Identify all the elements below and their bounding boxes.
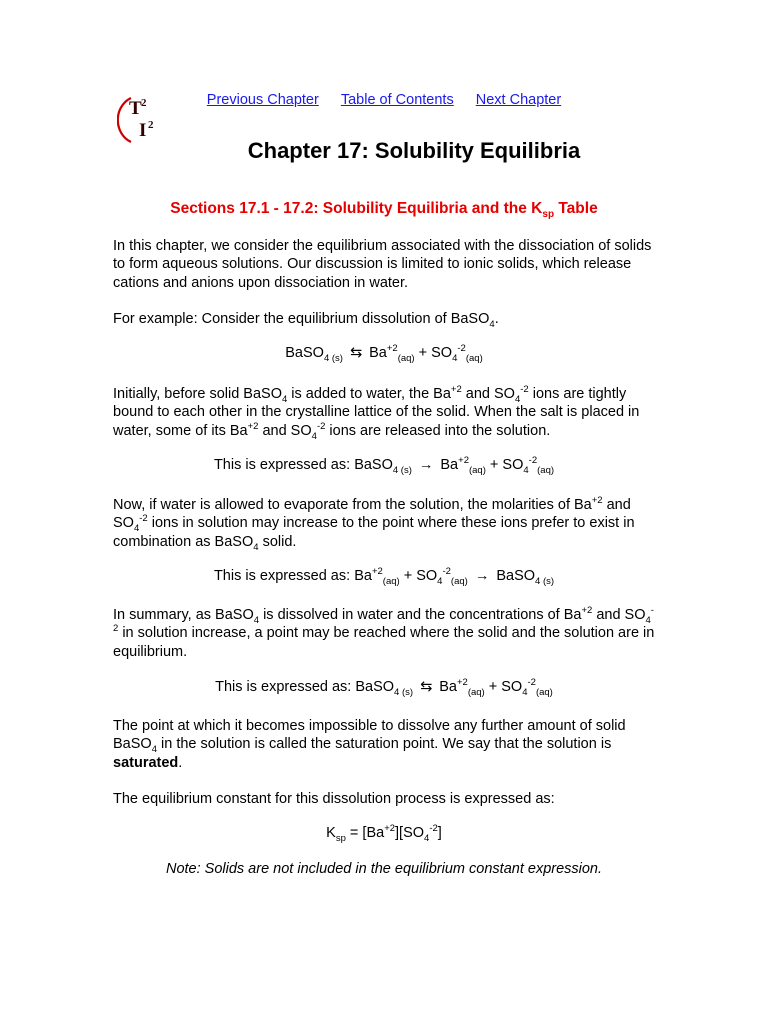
charge-superscript: +2 xyxy=(384,823,396,835)
subscript: 4 xyxy=(645,614,651,626)
reaction-arrow-icon: → xyxy=(474,568,490,584)
subscript: 4 xyxy=(323,352,330,364)
subscript: 4 xyxy=(394,686,400,698)
equilibrium-arrow-icon: ⇆ xyxy=(420,679,433,695)
charge-superscript: -2 xyxy=(520,384,529,396)
dissociation-equation xyxy=(0,455,768,476)
intro-paragraph: In this chapter, we consider the equilibrium associated with the dissociation of solids to form aqueous solutions. Our discussion is limited to ionic solids, which release cations and anions upon dissociation in water. xyxy=(113,238,652,291)
previous-chapter-link[interactable]: Previous Chapter xyxy=(206,92,319,108)
example-text: For example: Consider the equilibrium dissolution of BaSO xyxy=(113,311,490,327)
state-subscript: (aq) xyxy=(465,352,483,364)
charge-superscript: -2 xyxy=(429,823,438,835)
text: ions are tightly bound to each other in the crystalline lattice of the solid. When the salt is placed in water, some of its Ba xyxy=(113,386,640,439)
formula-text: ][SO xyxy=(395,825,425,841)
state-subscript: (s) xyxy=(399,686,414,698)
text: The point at which it becomes impossible to dissolve any further amount of solid BaSO xyxy=(113,718,626,753)
precipitation-equation xyxy=(0,566,768,587)
formula-text: + SO xyxy=(484,679,523,695)
formula-text: + SO xyxy=(414,345,453,361)
subscript: 4 xyxy=(535,575,541,587)
chapter-navigation xyxy=(0,92,768,108)
subscript: 4 xyxy=(489,318,495,330)
subscript: 4 xyxy=(151,744,157,756)
logo-top-letter: T xyxy=(129,98,142,119)
summary-paragraph xyxy=(113,606,658,661)
subscript: 4 xyxy=(392,464,399,476)
text: is added to water, the Ba xyxy=(287,386,451,402)
table-of-contents-link[interactable]: Table of Contents xyxy=(340,92,454,108)
section-title-suffix: Table xyxy=(554,200,598,217)
subscript: 4 xyxy=(523,464,529,476)
formula-text: ] xyxy=(437,825,442,841)
saturated-term: saturated xyxy=(113,754,179,771)
subscript: 4 xyxy=(253,614,260,626)
formula-text: BaSO xyxy=(354,457,393,473)
section-title-text: Sections 17.1 - 17.2: Solubility Equilibria and the K xyxy=(170,200,543,217)
formula-text: Ba xyxy=(369,345,387,361)
formula-text: Ba xyxy=(439,679,457,695)
state-subscript: (aq) xyxy=(535,686,553,698)
charge-superscript: -2 xyxy=(139,513,148,525)
chapter-title: Chapter 17: Solubility Equilibria xyxy=(247,138,581,163)
expressed-as-text: This is expressed as: xyxy=(215,679,356,695)
text: solid. xyxy=(258,533,297,550)
text: ions in solution may increase to the point where these ions prefer to exist in combination as BaSO xyxy=(113,515,635,550)
section-title-subscript: sp xyxy=(542,209,555,221)
note-text: Note: Solids are not included in the equilibrium constant expression. xyxy=(165,861,603,877)
formula-text: Ba xyxy=(440,457,459,473)
equilibrium-equation xyxy=(0,677,768,698)
charge-superscript: +2 xyxy=(581,605,593,617)
charge-superscript: +2 xyxy=(371,566,383,578)
subscript: 4 xyxy=(133,523,140,535)
initial-state-paragraph xyxy=(113,385,658,440)
charge-superscript: +2 xyxy=(247,420,259,432)
charge-superscript: +2 xyxy=(458,455,469,467)
equilibrium-constant-intro: The equilibrium constant for this dissolution process is expressed as: xyxy=(113,791,555,807)
charge-superscript: -2 xyxy=(442,566,451,578)
reaction-arrow-icon: → xyxy=(418,457,434,473)
charge-superscript: -2 xyxy=(528,455,538,467)
formula-text: K xyxy=(326,825,336,841)
state-subscript: (aq) xyxy=(450,575,468,587)
expressed-as-text: This is expressed as: xyxy=(213,568,355,584)
charge-superscript: -2 xyxy=(527,677,536,689)
subscript: 4 xyxy=(311,430,317,442)
formula-text: BaSO xyxy=(285,345,324,361)
section-title xyxy=(0,200,768,221)
state-subscript: (s) xyxy=(540,575,555,587)
example-paragraph xyxy=(113,310,658,328)
formula-text: BaSO xyxy=(496,568,536,584)
state-subscript: (s) xyxy=(329,352,343,364)
text: and SO xyxy=(113,497,631,532)
subscript: 4 xyxy=(452,352,458,364)
evaporation-paragraph xyxy=(113,496,658,551)
charge-superscript: -2 xyxy=(316,420,326,432)
text: and SO xyxy=(461,386,515,402)
text: and SO xyxy=(258,422,312,439)
subscript: 4 xyxy=(522,686,528,698)
formula-text: = [Ba xyxy=(345,825,385,841)
formula-text: BaSO xyxy=(355,679,395,695)
state-subscript: (aq) xyxy=(382,575,400,587)
charge-superscript: +2 xyxy=(450,384,462,396)
dissolution-equation xyxy=(0,343,768,364)
charge-superscript: +2 xyxy=(386,343,398,355)
formula-text: Ba xyxy=(354,568,372,584)
text: in the solution is called the saturation point. We say that the solution is xyxy=(156,736,612,753)
subscript: sp xyxy=(335,832,346,844)
state-subscript: (s) xyxy=(398,464,412,476)
logo-bottom-exponent: 2 xyxy=(148,119,154,131)
formula-text: + SO xyxy=(485,457,524,473)
text: is dissolved in water and the concentrations of Ba xyxy=(259,607,582,623)
state-subscript: (aq) xyxy=(537,464,555,476)
logo-top-exponent: 2 xyxy=(141,97,147,109)
state-subscript: (aq) xyxy=(467,686,485,698)
logo-bottom-letter: I xyxy=(139,120,147,141)
state-subscript: (aq) xyxy=(468,464,486,476)
subscript: 4 xyxy=(514,393,521,405)
next-chapter-link[interactable]: Next Chapter xyxy=(475,92,562,108)
subscript: 4 xyxy=(281,393,288,405)
state-subscript: (aq) xyxy=(397,352,415,364)
text: In summary, as BaSO xyxy=(113,607,254,623)
expressed-as-text: This is expressed as: xyxy=(213,457,355,473)
subscript: 4 xyxy=(437,575,443,587)
charge-superscript: +2 xyxy=(456,677,468,689)
text: ions are released into the solution. xyxy=(325,422,551,439)
saturation-paragraph xyxy=(113,717,658,772)
formula-text: + SO xyxy=(399,568,438,584)
equilibrium-arrow-icon: ⇆ xyxy=(349,345,363,361)
text: and SO xyxy=(592,607,646,623)
example-period: . xyxy=(494,311,499,327)
subscript: 4 xyxy=(424,832,430,844)
charge-superscript: -2 xyxy=(457,343,466,355)
ksp-expression xyxy=(0,823,768,844)
subscript: 4 xyxy=(253,541,259,553)
text: Now, if water is allowed to evaporate from the solution, the molarities of Ba xyxy=(113,497,592,513)
charge-superscript: +2 xyxy=(591,495,603,507)
text: in solution increase, a point may be reached where the solid and the solution are in equilibrium. xyxy=(113,625,655,660)
text: . xyxy=(178,754,183,771)
charge-superscript: -2 xyxy=(113,605,654,635)
text: Initially, before solid BaSO xyxy=(113,386,282,402)
